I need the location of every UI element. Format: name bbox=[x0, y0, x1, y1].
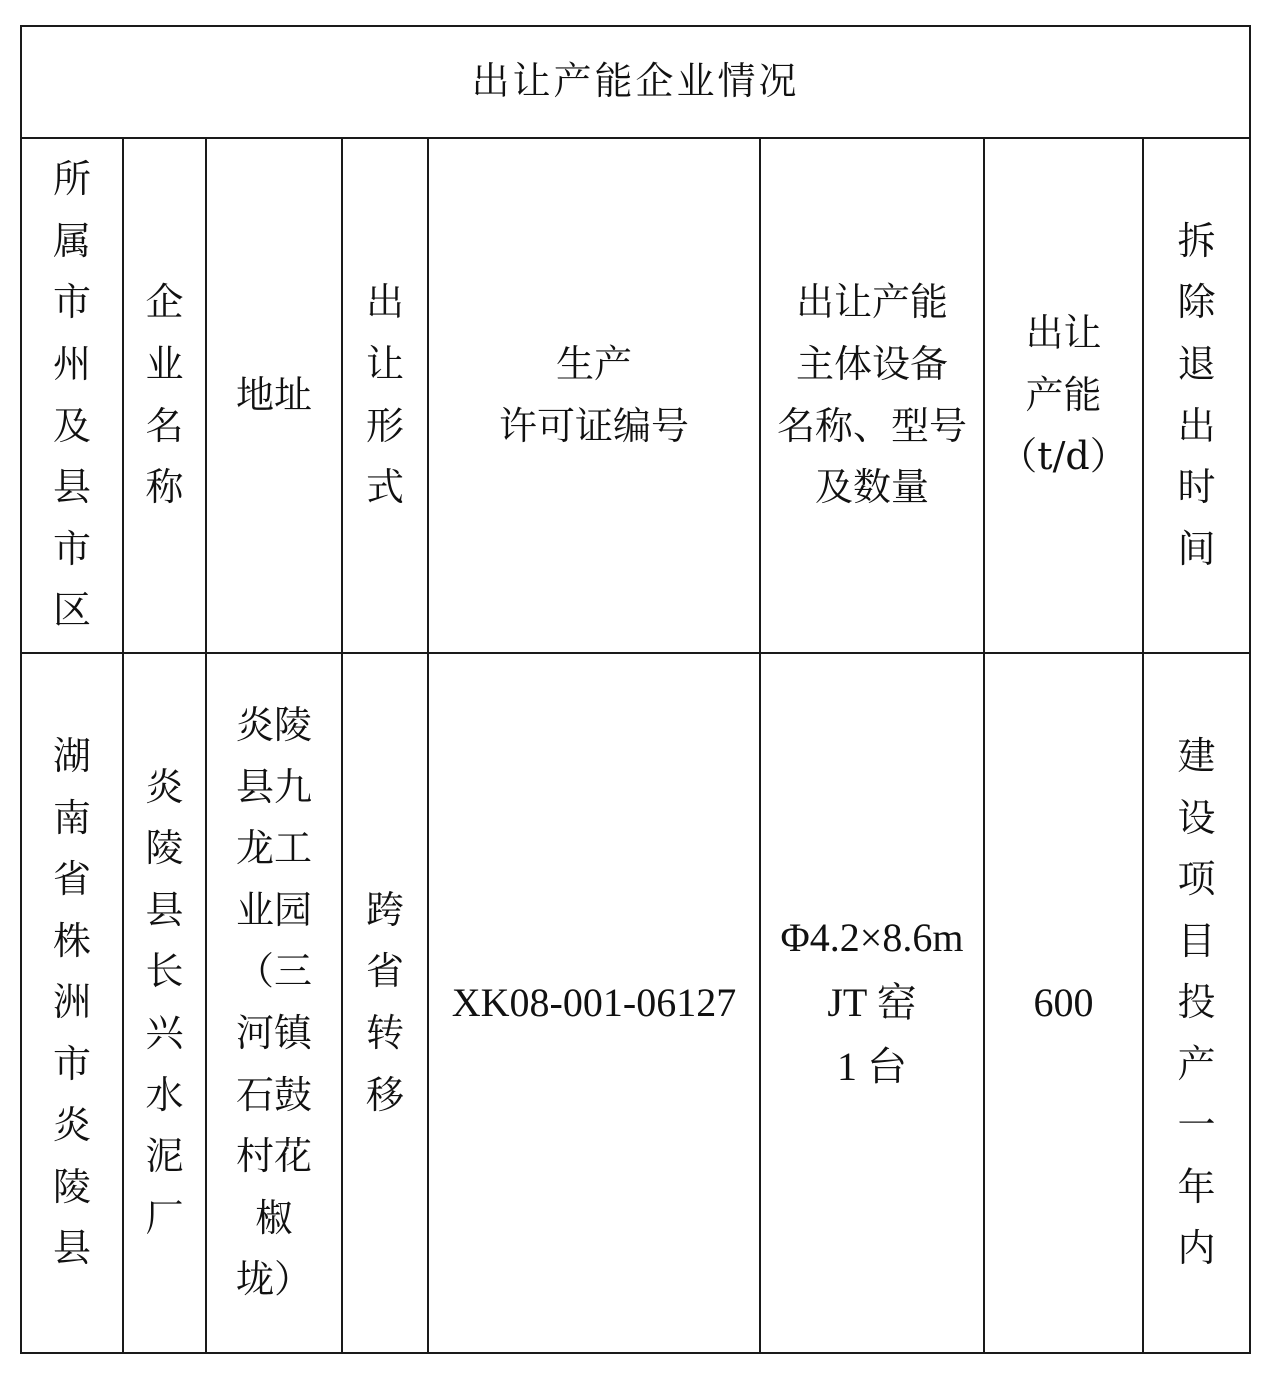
row-demolish-time: 建设项目投产一年内 bbox=[1177, 734, 1216, 1271]
header-row bbox=[21, 138, 1250, 653]
header-license-line2: 许可证编号 bbox=[498, 403, 689, 448]
header-equipment-line1: 出让产能 bbox=[795, 280, 948, 325]
header-transfer-form-cell bbox=[342, 138, 428, 653]
header-demolish-time-cell bbox=[1143, 138, 1250, 653]
row-demolish-time-cell bbox=[1143, 653, 1250, 1353]
header-capacity-line1: 出让 bbox=[1025, 311, 1102, 356]
header-capacity-line2: 产能 bbox=[1025, 372, 1102, 417]
header-capacity-cell bbox=[984, 138, 1143, 653]
row-address: 炎陵县九龙工业园（三河镇石鼓村花椒垅） bbox=[235, 703, 312, 1302]
row-transfer-form-cell bbox=[342, 653, 428, 1353]
table-title-cell bbox=[21, 26, 1250, 138]
row-equipment-cell bbox=[760, 653, 984, 1353]
row-transfer-form: 跨省转移 bbox=[365, 887, 404, 1117]
header-transfer-form: 出让形式 bbox=[365, 280, 404, 510]
header-region: 所属市州及县市区 bbox=[52, 157, 91, 633]
table-title: 出让产能企业情况 bbox=[471, 59, 800, 104]
header-region-cell bbox=[21, 138, 123, 653]
row-company: 炎陵县长兴水泥厂 bbox=[145, 764, 184, 1240]
header-company: 企业名称 bbox=[145, 280, 184, 510]
row-license-no: XK08-001-06127 bbox=[451, 979, 737, 1025]
header-address: 地址 bbox=[235, 372, 312, 417]
header-equipment-line2: 主体设备 bbox=[795, 341, 948, 386]
row-equipment-line1: Φ4.2×8.6m bbox=[780, 914, 964, 960]
row-region-cell bbox=[21, 653, 123, 1353]
header-license-line1: 生产 bbox=[555, 341, 632, 386]
header-equipment-line4: 及数量 bbox=[814, 465, 929, 510]
row-address-cell bbox=[206, 653, 342, 1353]
header-equipment-cell bbox=[760, 138, 984, 653]
row-company-cell bbox=[123, 653, 206, 1353]
capacity-transfer-table bbox=[20, 25, 1251, 1354]
header-capacity-line3: （t/d） bbox=[999, 434, 1128, 479]
header-company-cell bbox=[123, 138, 206, 653]
row-capacity: 600 bbox=[1033, 979, 1094, 1025]
row-equipment-line2: JT 窑 bbox=[827, 979, 917, 1025]
header-license-cell bbox=[428, 138, 760, 653]
row-region: 湖南省株洲市炎陵县 bbox=[52, 734, 91, 1271]
table-row bbox=[21, 653, 1250, 1353]
header-demolish-time: 拆除退出时间 bbox=[1177, 218, 1216, 571]
row-capacity-cell bbox=[984, 653, 1143, 1353]
header-equipment-line3: 名称、型号 bbox=[776, 403, 967, 448]
row-equipment-line3: 1 台 bbox=[836, 1044, 907, 1090]
row-license-cell bbox=[428, 653, 760, 1353]
header-address-cell bbox=[206, 138, 342, 653]
